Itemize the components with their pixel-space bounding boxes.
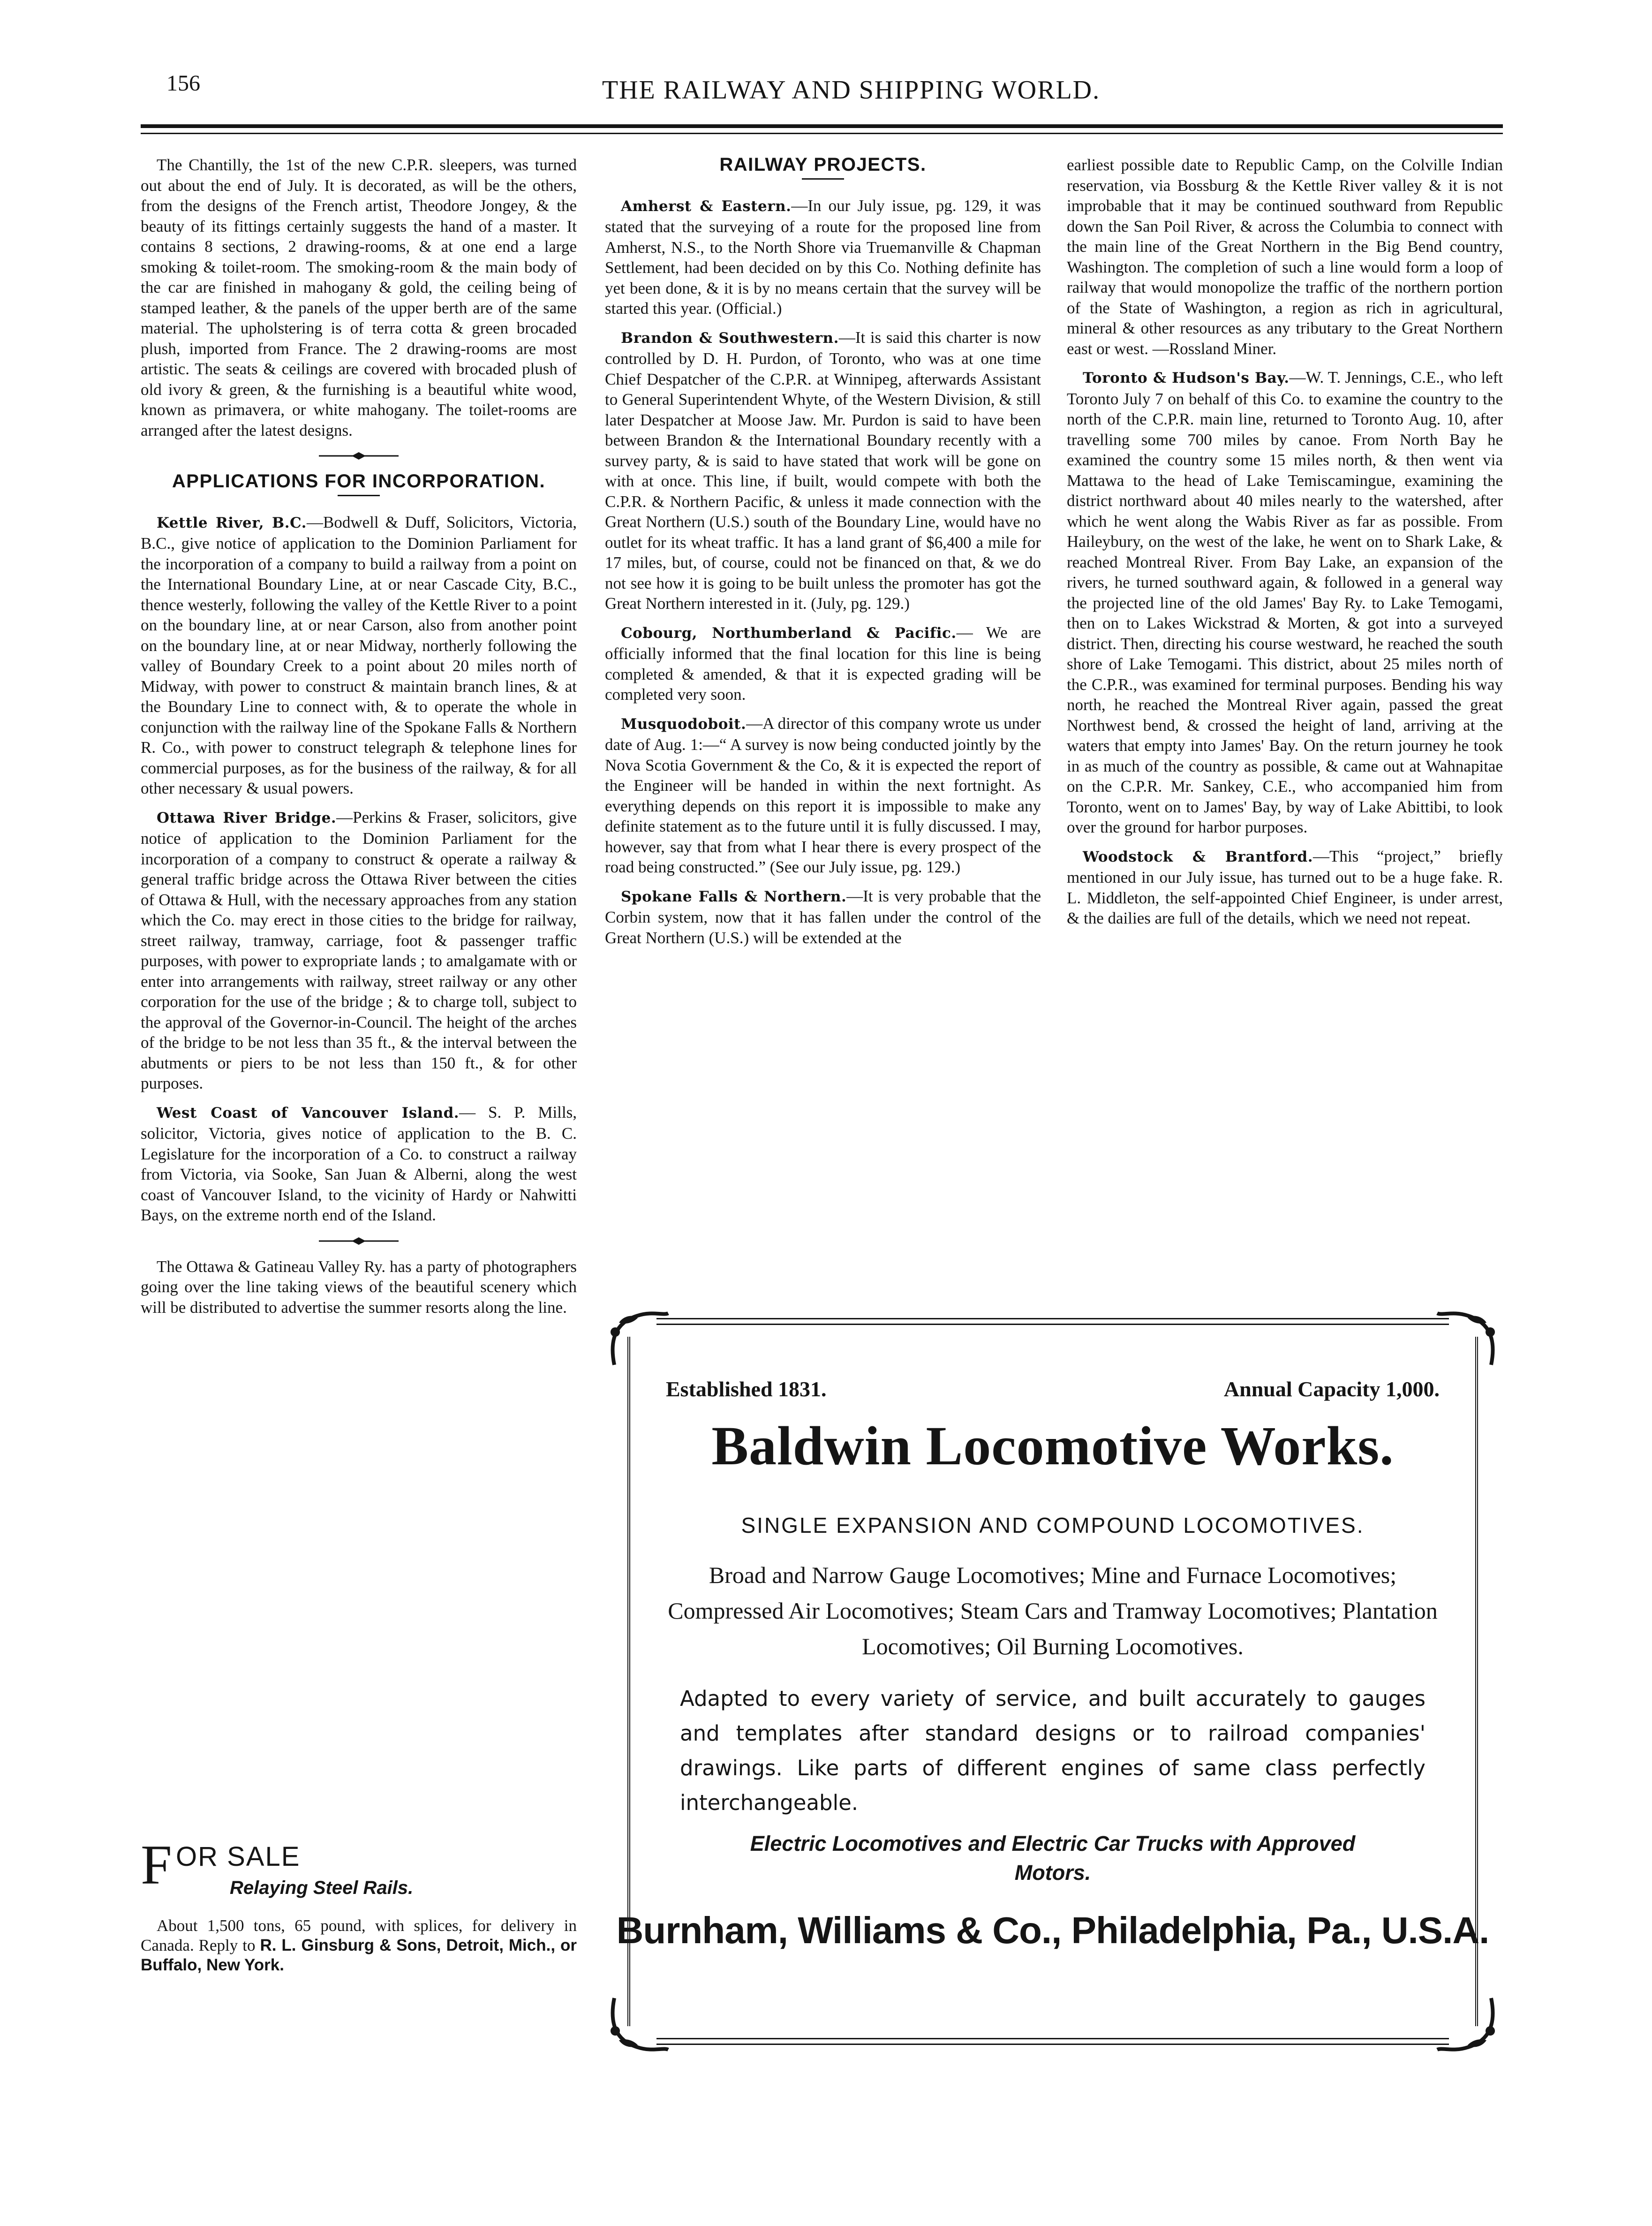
toronto-hudson-body: —W. T. Jennings, C.E., who left Toronto July 7 on behalf of this Co. to examine the country to the north of the C.P.R. main line, returned to Toronto Aug. 10, after travelling some 700 miles by canoe. From North Bay he examined the country some 15 miles north, & then went via Mattawa to the head of Lake Temiscamingue, examining the district northward about 40 miles nearly to the watershed, after which he went along the Wabis River as far as possible. From Haileybury, on the west of the lake, he went on to Shark Lake, & reached Montreal River. From Bay Lake, an expansion of the rivers, he turned southward again, & followed in a general way the projected line of the old James' Bay Ry. to Lake Temogami, then on to Lakes Wickstrad & Morten, & got into a surveyed district. Then, directing his course westward, he reached the south shore of Lake Temogami. This district, about 25 miles north of the C.P.R., was examined for terminal purposes. Bending his way north, he reached the Montreal River again, passed the great Northwest bend, & crossed the height of land, arriving at the waters that empty into James' Bay. On the return journey he took in as much of the country as possible, & came out at Wahnapitae on the C.P.R. Mr. Sankey, C.E., who accompanied him from Toronto, went on to James' Bay, by way of Lake Abittibi, to look over the ground for harbor purposes. xyxy=(1067,368,1503,836)
brandon-lead: Brandon & Southwestern. xyxy=(621,329,839,347)
heading-dash xyxy=(802,178,844,180)
ad-adapted: Adapted to every variety of service, and built accurately to gauges and templates after standard designs or to railroad companies' drawings. Like parts of different engines of same class perfectly interchangeable. xyxy=(680,1686,1426,1815)
cobourg-lead: Cobourg, Northumberland & Pacific. xyxy=(621,624,957,642)
ad-products: Broad and Narrow Gauge Locomotives; Mine and Furnace Locomotives; Compressed Air Locomotives; Steam Cars and Tramway Locomotives; Plantation Locomotives; Oil Burning Locomotives. xyxy=(668,1562,1438,1659)
for-sale-heading: OR SALE xyxy=(176,1841,301,1872)
incorporation-heading: APPLICATIONS FOR INCORPORATION. xyxy=(172,471,546,492)
chantilly-paragraph: The Chantilly, the 1st of the new C.P.R. sleepers, was turned out about the end of July. It is decorated, as will be the others, from the designs of the French artist, Theodore Jongey, & the beauty of its fittings certainly suggests the hand of a master. It contains 8 sections, 2 drawing-rooms, & at one end a large smoking & toilet-room. The smoking-room & the main body of the car are finished in mahogany & gold, the ceiling being of stamped leather, & the panels of the upper berth are of the same material. The upholstering is of terra cotta & green brocaded plush, imported from France. The 2 drawing-rooms are most artistic. The seats & ceilings are covered with brocaded plush of old ivory & green, & the furnishing is a beautiful white wood, known as primavera, or white mahogany. The toilet-rooms are arranged after the latest designs. xyxy=(141,156,577,439)
amherst-lead: Amherst & Eastern. xyxy=(621,197,792,215)
west-coast-item xyxy=(141,1102,577,1226)
ad-bottom-border xyxy=(656,2038,1449,2045)
page-number: 156 xyxy=(166,71,200,96)
west-coast-lead: West Coast of Vancouver Island. xyxy=(157,1104,460,1121)
toronto-hudson-lead: Toronto & Hudson's Bay. xyxy=(1083,370,1290,386)
brandon-body: —It is said this charter is now controlled by D. H. Purdon, of Toronto, who was at one time Chief Despatcher of the C.P.R. at Winnipeg, afterwards Assistant to General Superintendent Whyte, of the Western Division, & still later Despatcher at Moose Jaw. Mr. Purdon is said to have been between Brandon & the International Boundary recently with a survey party, & is said to have stated that work will be gone on with at once. This line, if built, would compete with both the C.P.R. & Northern Pacific, & unless it made connection with the Great Northern (U.S.) south of the Boundary Line, would have no outlet for its wheat traffic. It has a land grant of $6,400 a mile for 17 miles, but, of course, could not be financed on that, & we do not see how it is going to be built unless the promoter has got the Great Northern interested in it. (July, pg. 129.) xyxy=(605,328,1041,613)
kettle-river-lead: Kettle River, B.C. xyxy=(157,514,307,531)
ad-capacity: Annual Capacity 1,000. xyxy=(1223,1377,1440,1401)
column-2 xyxy=(605,155,1041,956)
amherst-item xyxy=(605,196,1041,319)
column-1 xyxy=(141,155,577,1326)
brandon-item xyxy=(605,327,1041,614)
ottawa-bridge-body: —Perkins & Fraser, solicitors, give notice of application to the Dominion Parliament for the incorporation of a company to construct & operate a railway & general traffic bridge across the Ottawa River between the cities of Ottawa & Hull, with the necessary approaches from any station which the Co. may erect in those cities to the bridge for railway, street railway, tramway, carriage, foot & passenger traffic purposes, with power to expropriate lands ; to amalgamate with or enter into arrangements with railway, street railway or any other corporation for the use of the bridge ; & to charge toll, subject to the approval of the Governor-in-Council. The height of the arches of the bridge to be not less than 35 ft., & the interval between the abutments or piers to be not less than 150 ft., & for other purposes. xyxy=(141,808,577,1092)
ad-tagline: SINGLE EXPANSION AND COMPOUND LOCOMOTIVES. xyxy=(741,1513,1365,1537)
west-coast-body: — S. P. Mills, solicitor, Victoria, gives notice of application to the B. C. Legislature for the incorporation of a Co. to construct a railway from Victoria, via Sooke, San Juan & Alberni, along the west coast of Vancouver Island, to the vicinity of Hardy or Nahwitti Bays, on the extreme north end of the Island. xyxy=(141,1103,577,1224)
running-head: THE RAILWAY AND SHIPPING WORLD. xyxy=(602,76,1101,105)
railway-projects-heading: RAILWAY PROJECTS. xyxy=(719,154,927,175)
ottawa-bridge-lead: Ottawa River Bridge. xyxy=(157,809,337,826)
musquodoboit-body: —A director of this company wrote us under date of Aug. 1:—“ A survey is now being conducted jointly by the Nova Scotia Government & the Co, & it is expected the report of the Engineer will be handed in within the next fortnight. As everything depends on this report it is impossible to make any definite statement as to the future until it is fully discussed. I may, however, say that from what I hear there is every prospect of the road being constructed.” (See our July issue, pg. 129.) xyxy=(605,714,1041,876)
amherst-body: —In our July issue, pg. 129, it was stated that the surveying of a route for the proposed line from Amherst, N.S., to the North Shore via Truemanville & Chapman Settlement, had been decided on by this Co. Nothing definite has yet been done, & it is by no means certain that the survey will be started this year. (Official.) xyxy=(605,196,1041,318)
woodstock-lead: Woodstock & Brantford. xyxy=(1083,848,1313,865)
scroll-ornament-icon xyxy=(1435,1993,1501,2059)
ad-firm-name: Burnham, Williams & Co., Philadelphia, Pa., U.S.A. xyxy=(616,1909,1489,1951)
kettle-river-item xyxy=(141,512,577,799)
gatineau-paragraph: The Ottawa & Gatineau Valley Ry. has a party of photographers going over the line taking views of the beautiful scenery which will be distributed to advertise the summer resorts along the line. xyxy=(141,1257,577,1317)
toronto-hudson-item xyxy=(1067,367,1503,838)
header-rule-thin xyxy=(141,133,1503,134)
musquodoboit-lead: Musquodoboit. xyxy=(621,715,747,733)
for-sale-drop-cap: F xyxy=(141,1833,172,1896)
ad-top-border xyxy=(656,1318,1449,1325)
spokane-continuation: earliest possible date to Republic Camp, on the Colville Indian reservation, via Bossburg & the Kettle River valley & it is not improbable that it may be continued southward from Republic down the San Poil River, & across the Columbia to connect with the main line of the Great Northern in the Big Bend country, Washington. The completion of such a line would form a loop of railway that would monopolize the traffic of the northern portion of the State of Washington, a region as rich in agricultural, mineral & other resources as any tributary to the Great Northern east or west. —Rossland Miner. xyxy=(1067,156,1503,358)
scroll-ornament-icon xyxy=(605,1993,671,2059)
header-rule-thick xyxy=(141,124,1503,128)
for-sale-body: About 1,500 tons, 65 pound, with splices, for delivery in Canada. Reply to xyxy=(141,1916,577,1954)
cobourg-body: — We are officially informed that the final location for this line is being completed & amended, & that it is expected grading will be completed very soon. xyxy=(605,623,1041,704)
divider-ornament xyxy=(319,1234,399,1248)
spokane-lead: Spokane Falls & Northern. xyxy=(621,888,847,905)
for-sale-ad xyxy=(141,1833,577,1975)
musquodoboit-item xyxy=(605,713,1041,878)
spokane-item xyxy=(605,886,1041,948)
cobourg-item xyxy=(605,622,1041,705)
kettle-river-body: —Bodwell & Duff, Solicitors, Victoria, B.C., give notice of application to the Dominion Parliament for the incorporation of a company to build a railway from a point on the International Boundary Line, at or near Cascade City, B.C., thence westerly, following the valley of the Kettle River to a point on the boundary line, at or near Carson, also from another point on the boundary line, at or near Midway, northerly following the valley of Boundary Creek to a point about 20 miles north of Midway, with power to construct & maintain branch lines, & at the Boundary Line to connect with, & to operate the whole in conjunction with the railway line of the Spokane Falls & Northern R. Co., with power to construct telegraph & telephone lines for commercial purposes, as for the business of the railway, & for all other necessary & usual powers. xyxy=(141,513,577,797)
baldwin-advertisement xyxy=(605,1318,1501,2045)
for-sale-subheading: Relaying Steel Rails. xyxy=(230,1878,414,1898)
spokane-body: —It is very probable that the Corbin system, now that it has fallen under the control of the Great Northern (U.S.) will be extended at the xyxy=(605,886,1041,947)
ottawa-bridge-item xyxy=(141,807,577,1094)
for-sale-contact: R. L. Ginsburg & Sons, Detroit, Mich., or Buffalo, New York. xyxy=(141,1936,577,1974)
divider-ornament xyxy=(319,449,399,463)
heading-dash xyxy=(338,495,380,496)
scroll-ornament-icon xyxy=(1435,1304,1501,1370)
woodstock-item xyxy=(1067,846,1503,929)
scroll-ornament-icon xyxy=(605,1304,671,1370)
ad-established: Established 1831. xyxy=(666,1377,827,1401)
ad-company-name: Baldwin Locomotive Works. xyxy=(711,1415,1394,1476)
ad-electric: Electric Locomotives and Electric Car Trucks with Approved Motors. xyxy=(750,1832,1356,1885)
column-3 xyxy=(1067,155,1503,937)
woodstock-body: —This “project,” briefly mentioned in our July issue, has turned out to be a huge fake. R. L. Middleton, the self-appointed Chief Engineer, is under arrest, & the dailies are full of the details, which we need not repeat. xyxy=(1067,847,1503,927)
